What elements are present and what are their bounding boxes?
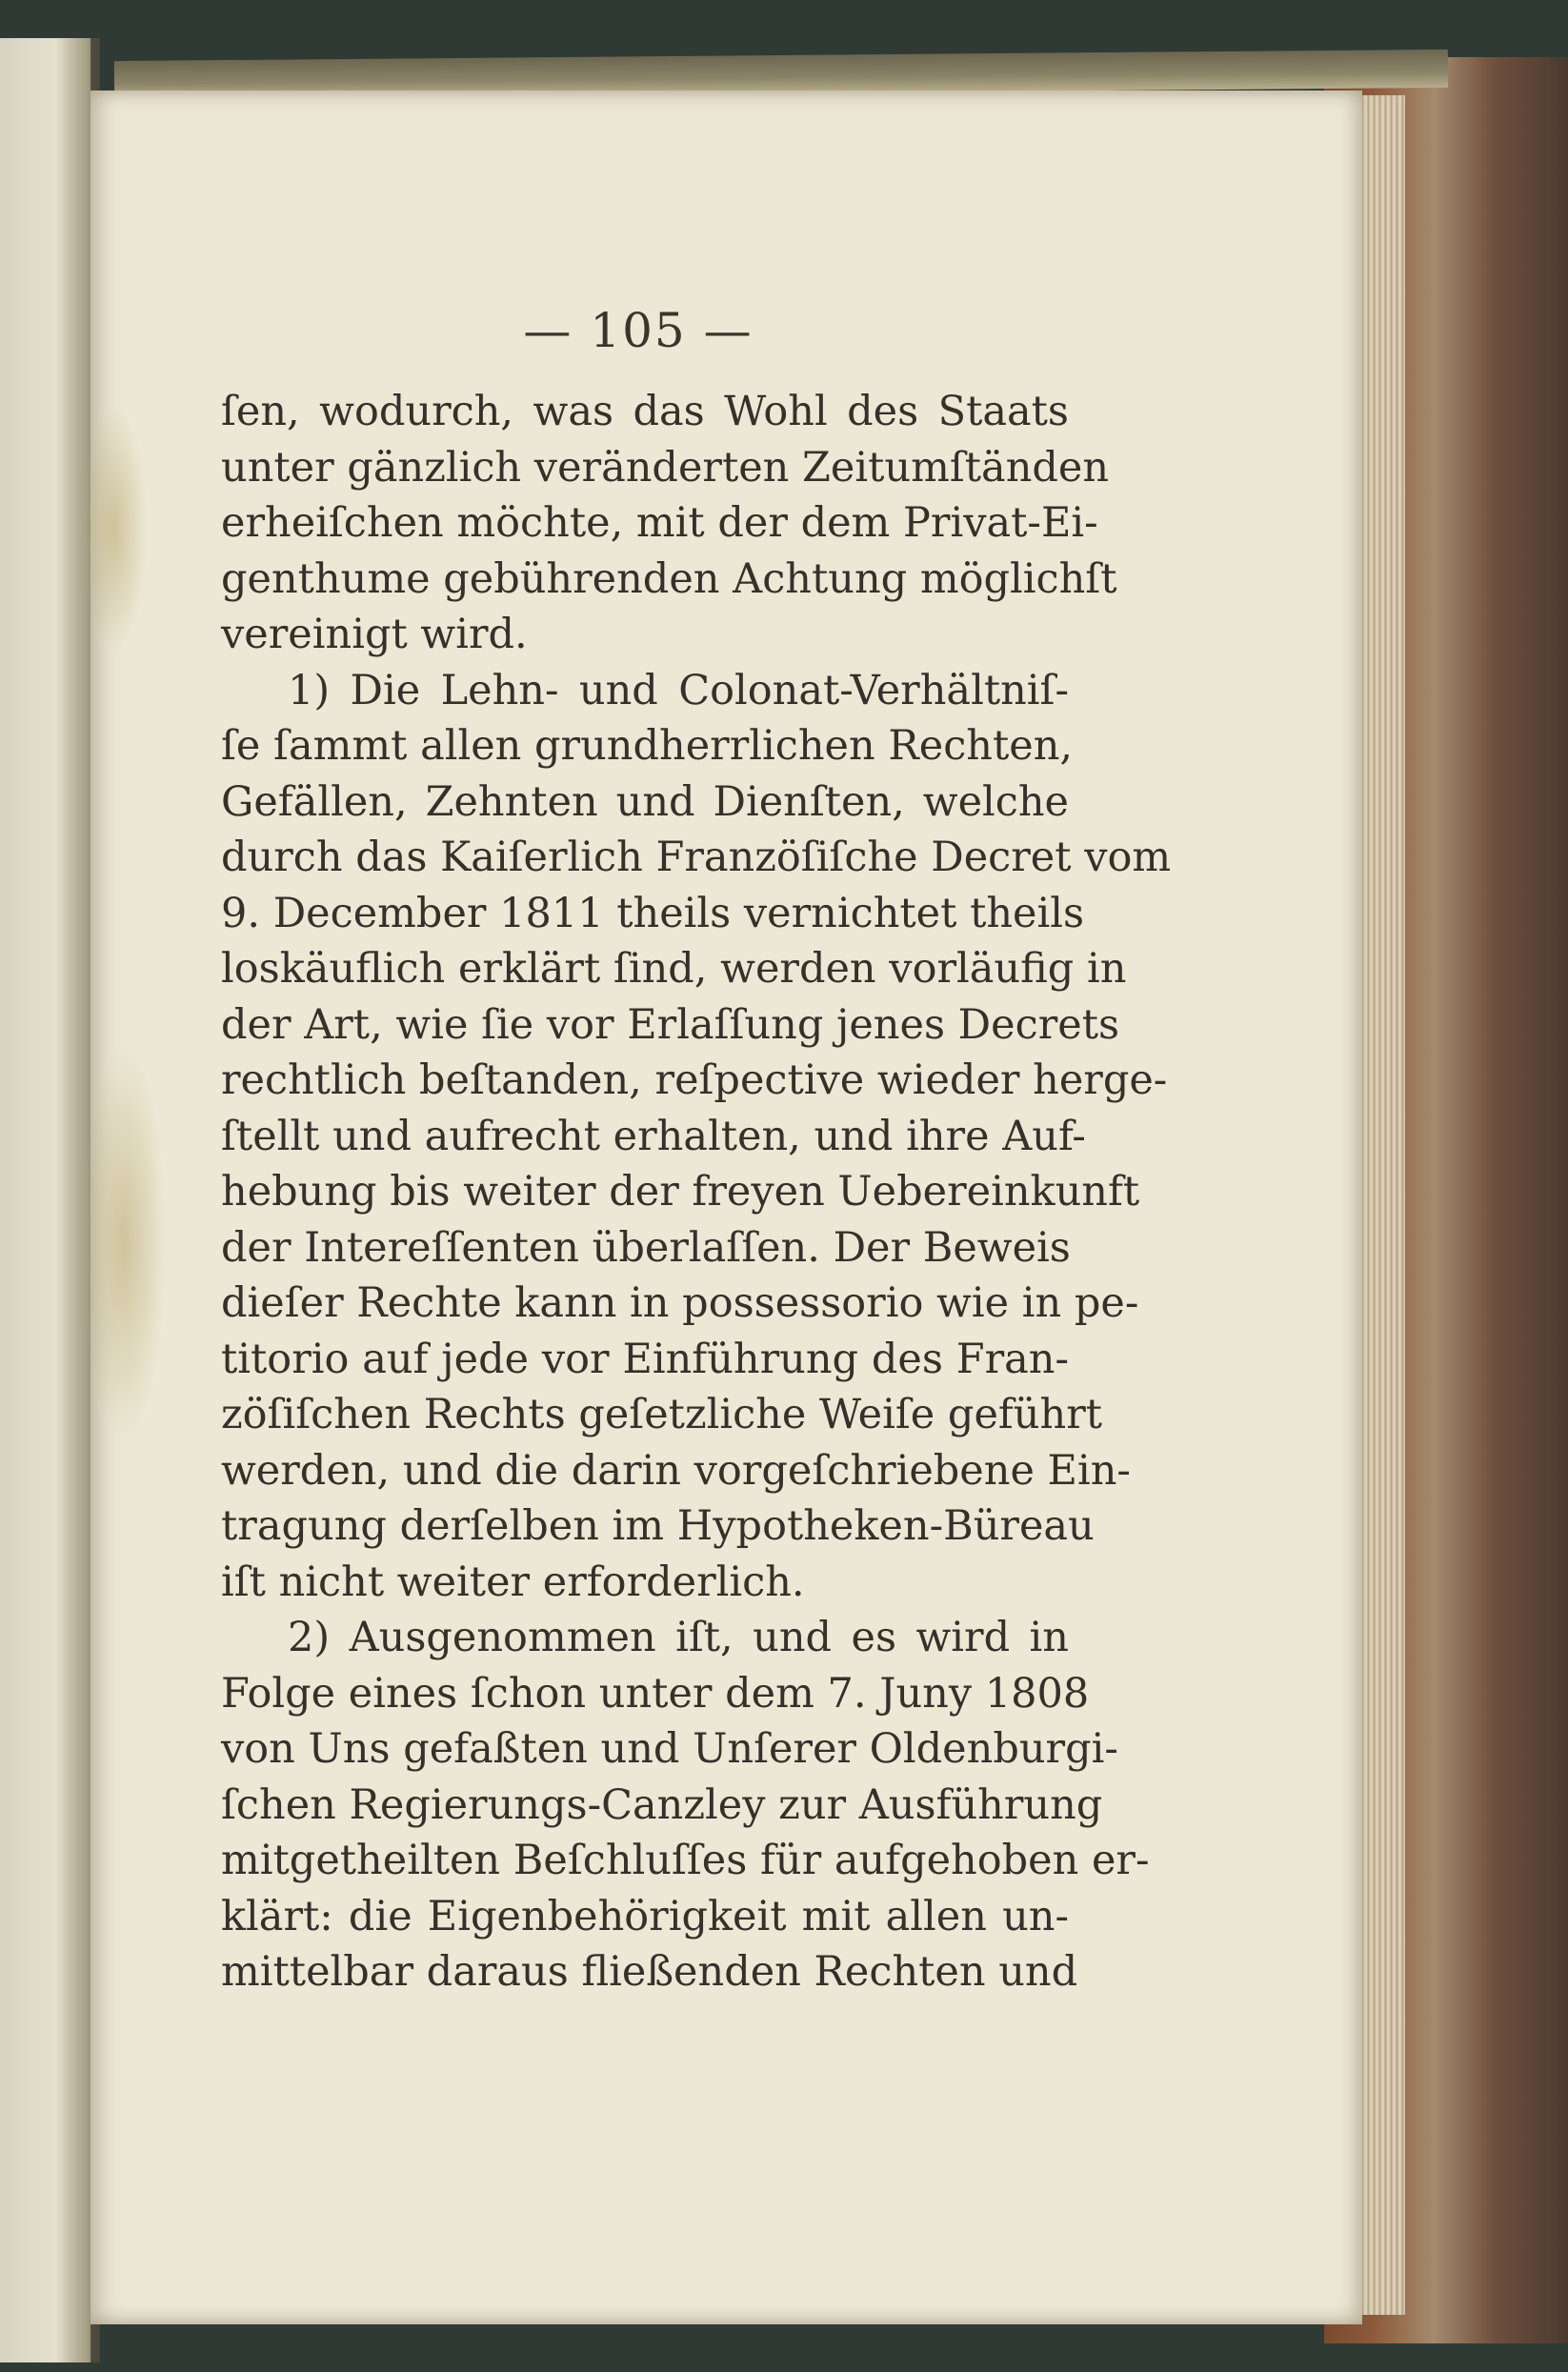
- page-stain: [81, 405, 148, 653]
- page-stain: [81, 1043, 167, 1443]
- text-line: mittelbar daraus fließenden Rechten und: [221, 1948, 1078, 1996]
- text-line: genthume gebührenden Achtung möglichſt: [221, 554, 1117, 603]
- text-line: iſt nicht weiter erforderlich.: [221, 1558, 805, 1606]
- text-line: 2) Ausgenommen iſt, und es wird in: [288, 1614, 1069, 1661]
- text-line: werden, und die darin vorgeſchriebene Ein-: [221, 1446, 1131, 1495]
- body-text: [221, 384, 1172, 2000]
- text-line: unter gänzlich veränderten Zeitumſtänden: [221, 443, 1110, 492]
- text-line: rechtlich beſtanden, reſpective wieder herge-: [221, 1056, 1168, 1104]
- text-line: ſtellt und aufrecht erhalten, und ihre Auf-: [221, 1112, 1086, 1160]
- text-line: von Uns gefaßten und Unſerer Oldenburgi-: [221, 1725, 1118, 1773]
- text-line: dieſer Rechte kann in possessorio wie in pe-: [221, 1279, 1139, 1327]
- text-line: titorio auf jede vor Einführung des Fran-: [221, 1335, 1069, 1383]
- text-line: durch das Kaiſerlich Franzöſiſche Decret vom: [221, 834, 1172, 881]
- text-line: mitgetheilten Beſchluſſes für aufgehoben er-: [221, 1837, 1150, 1884]
- text-line: 1) Die Lehn- und Colonat-Verhältniſ-: [288, 666, 1069, 714]
- text-line: zöſiſchen Rechts geſetzliche Weiſe geführt: [221, 1391, 1103, 1438]
- text-line: tragung derſelben im Hypotheken-Büreau: [221, 1502, 1095, 1550]
- text-line: ſe ſammt allen grundherrlichen Rechten,: [221, 722, 1074, 770]
- text-line: 9. December 1811 theils vernichtet theils: [221, 889, 1085, 937]
- text-line: Gefällen, Zehnten und Dienſten, welche: [221, 777, 1069, 826]
- text-line: hebung bis weiter der freyen Uebereinkunft: [221, 1168, 1140, 1216]
- text-line: der Art, wie ſie vor Erlaſſung jenes Decrets: [221, 1000, 1120, 1049]
- page-number: — 105 —: [523, 303, 754, 358]
- text-line: Folge eines ſchon unter dem 7. Juny 1808: [221, 1669, 1090, 1718]
- text-line: ſen, wodurch, was das Wohl des Staats: [221, 388, 1069, 435]
- text-line: der Intereſſenten überlaſſen. Der Beweis: [221, 1223, 1071, 1272]
- text-line: klärt: die Eigenbehörigkeit mit allen un-: [221, 1892, 1069, 1940]
- text-line: ſchen Regierungs-Canzley zur Ausführung: [221, 1780, 1103, 1829]
- text-line: loskäuflich erklärt ſind, werden vorläufig in: [221, 945, 1127, 993]
- text-line: erheiſchen möchte, mit der dem Privat-Ei-: [221, 499, 1098, 547]
- text-line: vereinigt wird.: [221, 611, 528, 658]
